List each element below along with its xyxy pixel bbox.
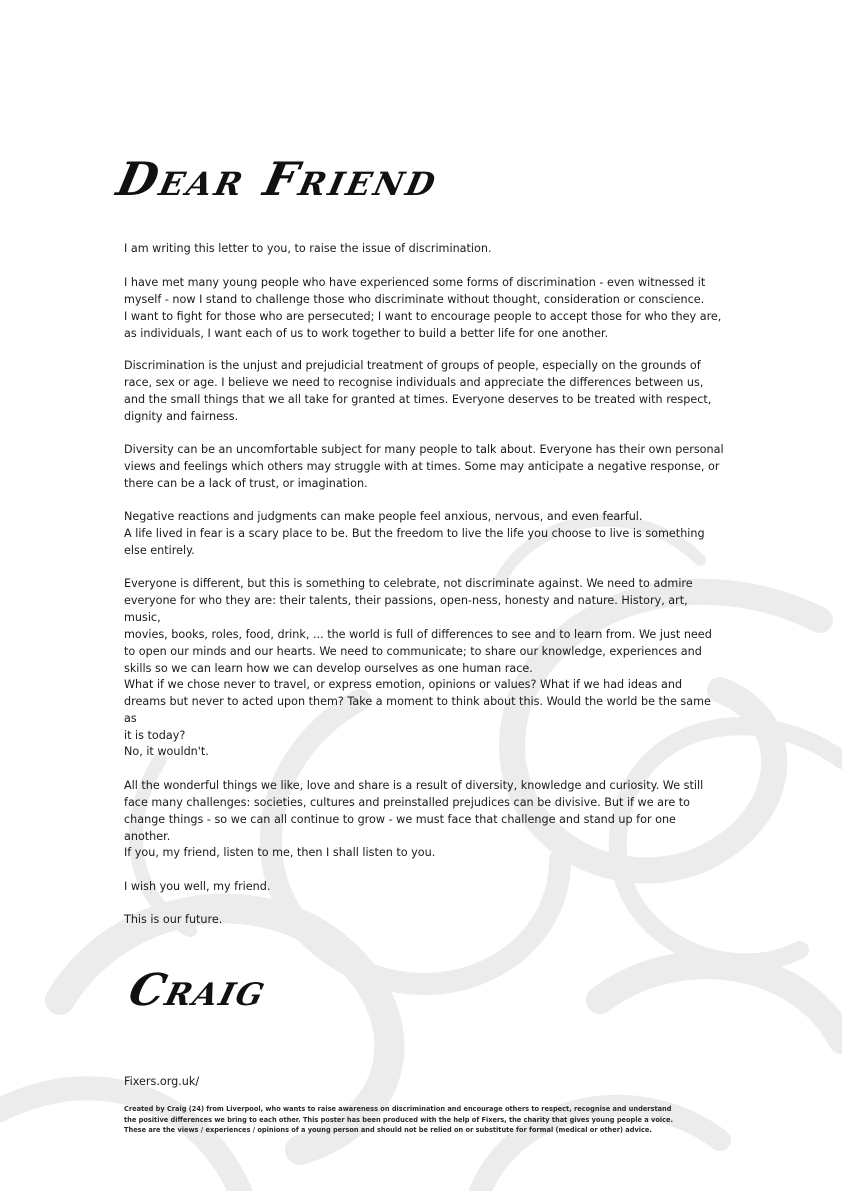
paragraph-5: Negative reactions and judgments can make people feel anxious, nervous, and even fearful. A life lived in fear is a scary place to be. But the freedom to live the life you choose to live is something else entirely. — [124, 510, 705, 557]
paragraph-1: I am writing this letter to you, to raise the issue of discrimination. — [124, 242, 492, 255]
paragraph-9: All the wonderful things we like, love and share is a result of diversity, knowledge and curiosity. We still face many challenges: societies, cultures and preinstalled prejudices can be divisive. But if we are to change things - so we can all continue to grow - we must face that challenge and stand up for one another. — [124, 779, 704, 843]
paragraph-12: This is our future. — [124, 913, 223, 926]
paragraph-11: I wish you well, my friend. — [124, 880, 271, 893]
footer-disclaimer: Created by Craig (24) from Liverpool, who wants to raise awareness on discrimination and encourage others to respect, recognise and understand the positive differences we bring to each other. This poster has been produced with the help of Fixers, the charity that gives young people a voice. These are the views / experiences / opinions of a young person and should not be relied on or substitute for formal (medical or other) advice. — [124, 1105, 674, 1134]
paragraph-6: Everyone is different, but this is something to celebrate, not discriminate against. We need to admire everyone for who they are: their talents, their passions, open-ness, honesty and nature. History, art, music, movies, books, roles, food, drink, ... the world is full of differences to see and to learn from. We just need to open our minds and our hearts. We need to communicate; to share our knowledge, experiences and skills so we can learn how we can develop ourselves as one human race. — [124, 577, 712, 675]
paragraph-3: Discrimination is the unjust and prejudicial treatment of groups of people, especially on the grounds of race, sex or age. I believe we need to recognise individuals and appreciate the differences between us, and the small things that we all take for granted at times. Everyone deserves to be treated with respect, dignity and fairness. — [124, 359, 712, 423]
website-link[interactable]: Fixers.org.uk/ — [124, 1075, 200, 1088]
paragraph-10: If you, my friend, listen to me, then I shall listen to you. — [124, 846, 436, 859]
paragraph-8: No, it wouldn't. — [124, 745, 209, 758]
paragraph-4: Diversity can be an uncomfortable subject for many people to talk about. Everyone has their own personal views and feelings which others may struggle with at times. Some may anticipate a negative response, or there can be a lack of trust, or imagination. — [124, 443, 724, 490]
paragraph-2: I have met many young people who have experienced some forms of discrimination - even witnessed it myself - now I stand to challenge those who discriminate without thought, consideration or conscience. I want to fight for those who are persecuted; I want to encourage people to accept those for who they are, as individuals, I want each of us to work together to build a better life for one another. — [124, 276, 722, 340]
letter-title: Dear Friend — [112, 152, 445, 206]
paragraph-7: What if we chose never to travel, or express emotion, opinions or values? What if we had ideas and dreams but never to acted upon them? Take a moment to think about this. Would the world be the same as it is today? — [124, 678, 711, 742]
signature: Craig — [123, 965, 273, 1016]
